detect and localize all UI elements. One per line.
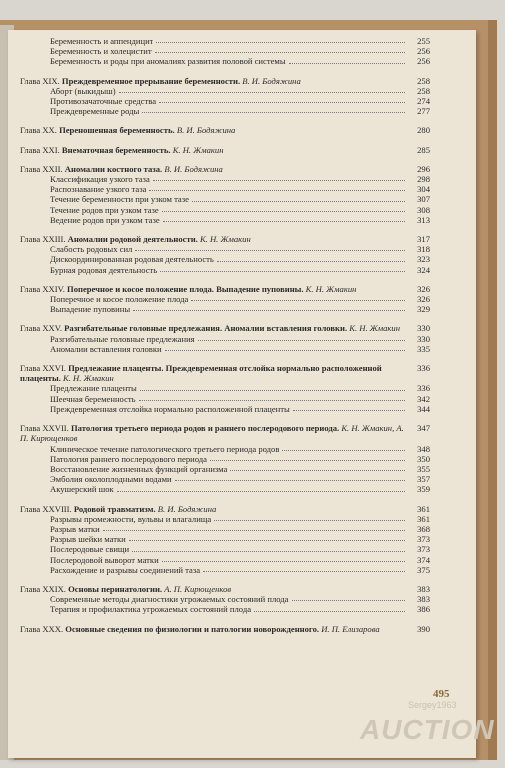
toc-leader-dots bbox=[117, 490, 405, 492]
toc-entry-title: Разрыв шейки матки bbox=[50, 534, 126, 545]
toc-entry bbox=[20, 555, 430, 565]
toc-entry-page: 307 bbox=[417, 194, 430, 205]
toc-chapter-heading bbox=[20, 624, 408, 634]
toc-leader-dots bbox=[163, 220, 405, 222]
toc-chapter-heading bbox=[20, 323, 408, 333]
toc-chapter-heading bbox=[20, 164, 408, 174]
toc-entry bbox=[20, 604, 430, 614]
toc-entry-title: Разрыв матки bbox=[50, 523, 100, 534]
toc-entry bbox=[20, 565, 430, 575]
toc-entry-title: Ведение родов при узком тазе bbox=[50, 214, 160, 225]
toc-leader-dots bbox=[155, 51, 405, 53]
toc-chapter bbox=[20, 323, 430, 333]
watermark-site: AUCTION bbox=[360, 714, 495, 745]
toc-entry-title: Шеечная беременность bbox=[50, 393, 136, 404]
chapter-author: А. П. Кирющенков bbox=[164, 583, 232, 594]
toc-entry-page: 258 bbox=[417, 85, 430, 96]
toc-chapter-heading bbox=[20, 363, 408, 383]
toc-leader-dots bbox=[132, 550, 405, 552]
chapter-label: Глава XXIII. bbox=[20, 234, 66, 245]
toc-entry-title: Беременность и аппендицит bbox=[50, 36, 154, 46]
toc-entry-title: Клиническое течение патологического третьего периода родов bbox=[50, 443, 280, 454]
toc-entry bbox=[20, 594, 430, 604]
toc-entry-page: 256 bbox=[417, 56, 430, 67]
toc-entry-page: 304 bbox=[417, 184, 430, 195]
chapter-label: Глава XXII. bbox=[20, 163, 63, 174]
chapter-title: Разгибательные головные предлежания. Аномалии вставления головки. bbox=[64, 323, 348, 334]
toc-entry bbox=[20, 394, 430, 404]
chapter-label: Глава XXIV. bbox=[20, 283, 65, 294]
chapter-author: В. И. Бодяжина bbox=[176, 125, 236, 136]
toc-entry-page: 336 bbox=[417, 383, 430, 394]
chapter-title: Поперечное и косое положение плода. Выпадение пуповины. bbox=[67, 283, 304, 294]
toc-entry-title: Эмболия околоплодными водами bbox=[50, 474, 172, 485]
toc-entry bbox=[20, 534, 430, 544]
toc-entry bbox=[20, 254, 430, 264]
toc-leader-dots bbox=[293, 409, 405, 411]
toc-entry-title: Предлежание плаценты bbox=[50, 383, 137, 394]
chapter-label: Глава XXI. bbox=[20, 144, 60, 155]
toc-entry bbox=[20, 46, 430, 56]
toc-chapter-heading bbox=[20, 145, 408, 155]
page-number: 495 bbox=[433, 688, 450, 700]
toc-entry-title: Послеродовые свищи bbox=[50, 544, 130, 555]
chapter-label: Глава XXIX. bbox=[20, 583, 66, 594]
toc-entry-page: 330 bbox=[417, 333, 430, 344]
chapter-title: Основные сведения по физиологии и патологии новорожденного. bbox=[65, 623, 320, 634]
toc-entry-page: 359 bbox=[417, 484, 430, 495]
toc-entry bbox=[20, 205, 430, 215]
chapter-author: В. И. Бодяжина bbox=[242, 75, 301, 86]
toc-chapter bbox=[20, 363, 430, 383]
toc-entry-page: 335 bbox=[417, 343, 430, 354]
toc-entry-page: 326 bbox=[417, 294, 430, 305]
toc-entry-title: Расхождение и разрывы соединений таза bbox=[50, 564, 201, 575]
chapter-author: К. Н. Жмакин bbox=[305, 283, 357, 294]
toc-entry bbox=[20, 96, 430, 106]
toc-entry-title: Беременность и холецистит bbox=[50, 46, 152, 57]
toc-chapter-page: 383 bbox=[417, 583, 430, 594]
toc-entry-page: 386 bbox=[417, 604, 430, 615]
toc-entry-page: 318 bbox=[417, 244, 430, 255]
toc-leader-dots bbox=[292, 599, 406, 601]
toc-entry-title: Слабость родовых сил bbox=[50, 244, 133, 255]
toc-leader-dots bbox=[162, 560, 405, 562]
toc-chapter-page: 336 bbox=[417, 363, 430, 374]
chapter-title: Патология третьего периода родов и раннего послеродового периода. bbox=[70, 423, 340, 434]
chapter-author: К. Н. Жмакин bbox=[349, 323, 400, 334]
chapter-title: Преждевременное прерывание беременности. bbox=[61, 75, 241, 86]
chapter-title: Аномалии костного таза. bbox=[64, 163, 163, 174]
toc-entry-title: Послеродовой выворот матки bbox=[50, 554, 159, 565]
toc-entry-page: 348 bbox=[417, 443, 430, 454]
toc-chapter bbox=[20, 164, 430, 174]
chapter-title: Аномалии родовой деятельности. bbox=[67, 234, 198, 245]
toc-entry bbox=[20, 334, 430, 344]
toc-chapter-heading bbox=[20, 584, 408, 594]
toc-entry-page: 313 bbox=[417, 214, 430, 225]
toc-entry-title: Бурная родовая деятельность bbox=[50, 264, 158, 275]
toc-leader-dots bbox=[133, 309, 405, 311]
toc-entry bbox=[20, 265, 430, 275]
chapter-author: И. П. Елизарова bbox=[321, 623, 380, 634]
toc-entry bbox=[20, 464, 430, 474]
chapter-author: В. И. Бодяжина bbox=[157, 503, 217, 514]
toc-leader-dots bbox=[165, 349, 405, 351]
toc-entry-page: 277 bbox=[417, 106, 430, 117]
toc-entry bbox=[20, 454, 430, 464]
toc-entry-page: 323 bbox=[417, 254, 430, 265]
toc-chapter-page: 258 bbox=[417, 75, 430, 86]
toc-entry bbox=[20, 174, 430, 184]
chapter-author: К. Н. Жмакин bbox=[63, 373, 114, 384]
chapter-label: Глава XXV. bbox=[20, 323, 62, 334]
chapter-title: Внематочная беременность. bbox=[61, 144, 171, 155]
toc-chapter-page: 280 bbox=[417, 125, 430, 136]
toc-chapter bbox=[20, 584, 430, 594]
toc-leader-dots bbox=[191, 299, 405, 301]
toc-entry bbox=[20, 215, 430, 225]
toc-entry-title: Дискоординированная родовая деятельность bbox=[50, 254, 214, 265]
toc-entry-page: 255 bbox=[417, 36, 430, 46]
chapter-label: Глава XXVI. bbox=[20, 363, 66, 374]
chapter-label: Глава XXX. bbox=[20, 623, 64, 634]
toc-chapter bbox=[20, 423, 430, 443]
toc-entry-title: Течение родов при узком тазе bbox=[50, 204, 159, 215]
toc-entry-page: 373 bbox=[417, 544, 430, 555]
toc-leader-dots bbox=[159, 101, 405, 103]
toc-leader-dots bbox=[160, 270, 405, 272]
toc-chapter-page: 296 bbox=[417, 163, 430, 174]
toc-entry bbox=[20, 474, 430, 484]
toc-entry-title: Классификация узкого таза bbox=[50, 174, 150, 185]
toc-entry-title: Аборт (выкидыш) bbox=[50, 85, 116, 96]
toc-entry-title: Беременность и роды при аномалиях развития половой системы bbox=[50, 56, 286, 67]
toc-entry bbox=[20, 514, 430, 524]
chapter-label: Глава XIX. bbox=[20, 75, 60, 86]
chapter-title: Основы перинатологии. bbox=[68, 583, 163, 594]
toc-entry bbox=[20, 194, 430, 204]
toc-leader-dots bbox=[142, 111, 405, 113]
toc-entry-title: Современные методы диагностики угрожаемых состояний плода bbox=[50, 594, 289, 605]
toc-chapter-page: 326 bbox=[417, 283, 430, 294]
toc-entry-page: 374 bbox=[417, 554, 430, 565]
toc-leader-dots bbox=[103, 529, 405, 531]
toc-entry bbox=[20, 36, 430, 46]
toc-entry-page: 256 bbox=[417, 46, 430, 57]
toc-chapter-page: 285 bbox=[417, 144, 430, 155]
toc-leader-dots bbox=[254, 610, 405, 612]
toc-entry-title: Акушерский шок bbox=[50, 484, 114, 495]
toc-entry-page: 342 bbox=[417, 393, 430, 404]
table-of-contents bbox=[20, 36, 430, 634]
toc-chapter-page: 317 bbox=[417, 234, 430, 245]
chapter-title: Предлежание плаценты. Преждевременная отслойка нормально расположенной плаценты. bbox=[20, 363, 382, 384]
chapter-author: К. Н. Жмакин bbox=[172, 144, 224, 155]
toc-entry-title: Аномалии вставления головки bbox=[50, 343, 162, 354]
toc-chapter-heading bbox=[20, 125, 408, 135]
toc-entry-title: Течение беременности при узком тазе bbox=[50, 194, 189, 205]
toc-entry-title: Выпадение пуповины bbox=[50, 304, 131, 315]
toc-chapter-heading bbox=[20, 284, 408, 294]
toc-entry bbox=[20, 86, 430, 96]
toc-leader-dots bbox=[198, 339, 405, 341]
toc-leader-dots bbox=[140, 389, 405, 391]
toc-entry bbox=[20, 383, 430, 393]
toc-chapter-heading bbox=[20, 423, 408, 443]
toc-entry-title: Восстановление жизненных функций организма bbox=[50, 463, 228, 474]
toc-chapter-heading bbox=[20, 234, 408, 244]
toc-entry-page: 308 bbox=[417, 204, 430, 215]
toc-chapter bbox=[20, 76, 430, 86]
toc-leader-dots bbox=[135, 249, 405, 251]
toc-leader-dots bbox=[175, 479, 405, 481]
toc-entry bbox=[20, 524, 430, 534]
toc-entry bbox=[20, 484, 430, 494]
toc-entry-page: 274 bbox=[417, 96, 430, 107]
toc-chapter bbox=[20, 504, 430, 514]
toc-entry-title: Разрывы промежности, вульвы и влагалища bbox=[50, 513, 212, 524]
toc-leader-dots bbox=[129, 539, 405, 541]
toc-entry-page: 373 bbox=[417, 534, 430, 545]
toc-entry-page: 324 bbox=[417, 264, 430, 275]
toc-entry-title: Преждевременная отслойка нормально расположенной плаценты bbox=[50, 403, 290, 414]
toc-entry-title: Поперечное и косое положение плода bbox=[50, 294, 189, 305]
toc-leader-dots bbox=[153, 179, 405, 181]
toc-entry-page: 329 bbox=[417, 304, 430, 315]
toc-chapter bbox=[20, 624, 430, 634]
toc-chapter-heading bbox=[20, 76, 408, 86]
chapter-author: К. Н. Жмакин, А. П. Кирющенков bbox=[20, 423, 404, 444]
watermark-user: Sergey1963 bbox=[408, 700, 457, 710]
toc-chapter bbox=[20, 145, 430, 155]
toc-leader-dots bbox=[230, 469, 405, 471]
toc-entry-page: 357 bbox=[417, 474, 430, 485]
chapter-label: Глава XXVIII. bbox=[20, 503, 72, 514]
toc-entry bbox=[20, 304, 430, 314]
chapter-author: К. Н. Жмакин bbox=[199, 234, 251, 245]
toc-leader-dots bbox=[156, 41, 405, 43]
toc-entry-title: Преждевременные роды bbox=[50, 106, 140, 117]
toc-leader-dots bbox=[162, 210, 405, 212]
chapter-label: Глава XXVII. bbox=[20, 423, 69, 434]
chapter-author: В. И. Бодяжина bbox=[164, 163, 223, 174]
toc-leader-dots bbox=[119, 91, 405, 93]
toc-chapter-page: 390 bbox=[417, 623, 430, 634]
toc-leader-dots bbox=[289, 62, 405, 64]
toc-entry-title: Терапия и профилактика угрожаемых состояний плода bbox=[50, 604, 252, 615]
toc-leader-dots bbox=[217, 260, 405, 262]
toc-leader-dots bbox=[203, 570, 405, 572]
toc-entry-title: Противозачаточные средства bbox=[50, 96, 157, 107]
toc-chapter bbox=[20, 125, 430, 135]
toc-entry bbox=[20, 444, 430, 454]
toc-entry bbox=[20, 544, 430, 554]
toc-chapter-page: 361 bbox=[417, 503, 430, 514]
toc-entry-page: 298 bbox=[417, 174, 430, 185]
toc-leader-dots bbox=[139, 399, 405, 401]
toc-entry bbox=[20, 294, 430, 304]
toc-entry-title: Разгибательные головные предлежания bbox=[50, 333, 195, 344]
toc-chapter-heading bbox=[20, 504, 408, 514]
toc-entry bbox=[20, 184, 430, 194]
chapter-title: Переношенная беременность. bbox=[59, 125, 175, 136]
toc-leader-dots bbox=[210, 459, 405, 461]
toc-chapter bbox=[20, 234, 430, 244]
toc-chapter-page: 347 bbox=[417, 423, 430, 434]
toc-entry-page: 361 bbox=[417, 513, 430, 524]
toc-entry bbox=[20, 344, 430, 354]
toc-leader-dots bbox=[282, 449, 405, 451]
toc-entry bbox=[20, 244, 430, 254]
toc-entry-page: 350 bbox=[417, 453, 430, 464]
toc-entry bbox=[20, 56, 430, 66]
chapter-title: Родовой травматизм. bbox=[73, 503, 156, 514]
toc-entry-page: 344 bbox=[417, 403, 430, 414]
toc-entry bbox=[20, 404, 430, 414]
toc-leader-dots bbox=[192, 200, 405, 202]
toc-chapter-page: 330 bbox=[417, 323, 430, 334]
toc-entry-title: Распознавание узкого таза bbox=[50, 184, 147, 195]
toc-leader-dots bbox=[149, 189, 405, 191]
toc-chapter bbox=[20, 284, 430, 294]
toc-leader-dots bbox=[214, 519, 405, 521]
toc-entry bbox=[20, 106, 430, 116]
toc-entry-page: 355 bbox=[417, 463, 430, 474]
toc-entry-title: Патология раннего послеродового периода bbox=[50, 453, 207, 464]
chapter-label: Глава XX. bbox=[20, 125, 57, 136]
cardboard-edge bbox=[488, 20, 497, 760]
toc-entry-page: 375 bbox=[417, 564, 430, 575]
toc-entry-page: 383 bbox=[417, 594, 430, 605]
toc-entry-page: 368 bbox=[417, 523, 430, 534]
